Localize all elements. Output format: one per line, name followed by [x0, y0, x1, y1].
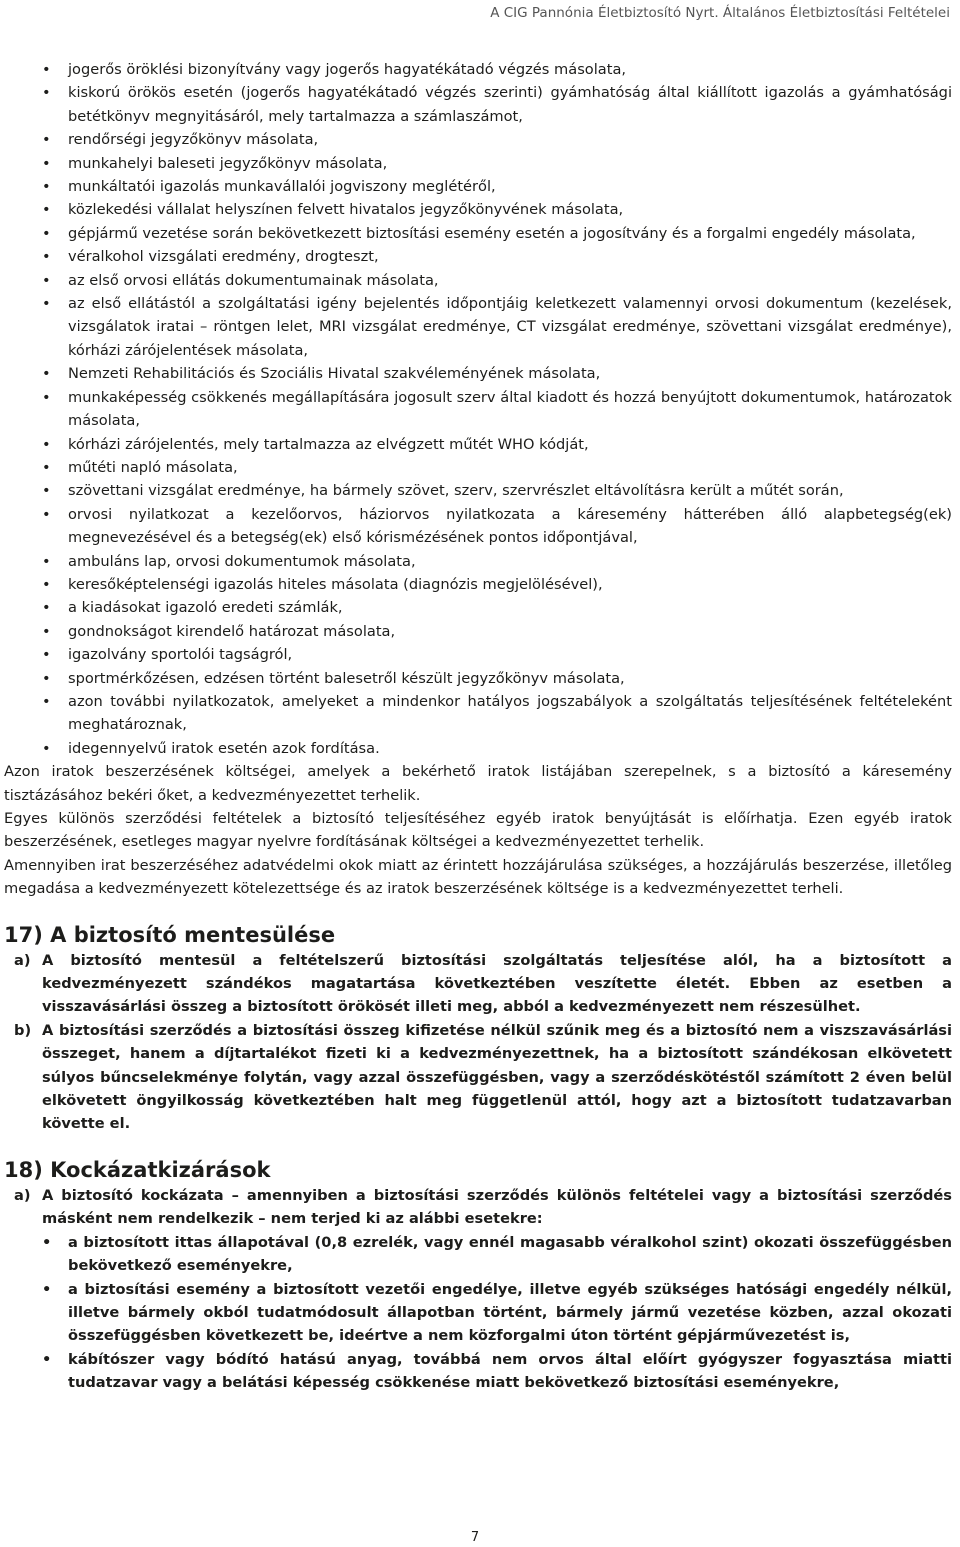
list-item: • orvosi nyilatkozat a kezelőorvos, háziorvos nyilatkozata a káresemény hátterében álló alapbetegség(ek) megnevezésével és a betegség(ek) első kórismézésének pontos időpontjával,: [4, 503, 952, 550]
list-item: • gépjármű vezetése során bekövetkezett biztosítási esemény esetén a jogosítvány és a forgalmi engedély másolata,: [4, 222, 952, 245]
section-18-item-a: [4, 1184, 952, 1231]
list-item: • ambuláns lap, orvosi dokumentumok másolata,: [4, 550, 952, 573]
list-item: • a biztosítási esemény a biztosított vezetői engedélye, illetve egyéb szükséges hatósági engedély nélkül, illetve bármely okból tudatmódosult állapotban történt, bármely jármű vezetése közben, azzal okozati összefüggésben következett be, ideértve a nem közforgalmi úton történt gépjárművezetést is,: [4, 1278, 952, 1348]
list-item: • azon további nyilatkozatok, amelyeket a mindenkor hatályos jogszabályok a szolgáltatás teljesítésének feltételeként meghatároznak,: [4, 690, 952, 737]
list-item: • az első orvosi ellátás dokumentumainak másolata,: [4, 269, 952, 292]
list-item: • a kiadásokat igazoló eredeti számlák,: [4, 596, 952, 619]
list-item: • munkáltatói igazolás munkavállalói jogviszony meglétéről,: [4, 175, 952, 198]
list-item: • Nemzeti Rehabilitációs és Szociális Hivatal szakvéleményének másolata,: [4, 362, 952, 385]
list-item: • a biztosított ittas állapotával (0,8 ezrelék, vagy ennél magasabb véralkohol szint) okozati összefüggésben bekövetkező eseményekre,: [4, 1231, 952, 1278]
page-number: 7: [470, 1530, 480, 1545]
list-item: • műtéti napló másolata,: [4, 456, 952, 479]
item-letter: a): [14, 951, 31, 969]
list-item: • munkahelyi baleseti jegyzőkönyv másolata,: [4, 152, 952, 175]
document-body: [4, 58, 952, 1395]
data-protection-paragraph: Amennyiben irat beszerzéséhez adatvédelmi okok miatt az érintett hozzájárulása szükséges, a hozzájárulás beszerzése, illetőleg megadása a kedvezményezett kötelezettsége és az iratok beszerzésének költsége is a kedvezményezettet terheli.: [4, 856, 952, 898]
list-item: • közlekedési vállalat helyszínen felvett hivatalos jegyzőkönyvének másolata,: [4, 198, 952, 221]
item-text: A biztosítási szerződés a biztosítási összeg kifizetése nélkül szűnik meg és a biztosító nem a viszszavásárlási összeget, hanem a díjtartalékot fizeti ki a kedvezményezettnek, ha a biztosított szándékosan elkövetett súlyos bűncselekménye folytán, vagy azzal összefüggésben, vagy a szerződéskötéstől számított 2 éven belül elkövetett öngyilkosság következtében halt meg függetlenül attól, hogy azt a biztosított tudatzavarban követte el.: [42, 1021, 952, 1133]
item-letter: a): [14, 1186, 31, 1204]
section-17-item-b: [4, 1019, 952, 1136]
cost-paragraph: Azon iratok beszerzésének költségei, amelyek a bekérhető iratok listájában szerepelnek, s a biztosító a káresemény tisztázásához bekéri őket, a kedvezményezettet terhelik.: [4, 763, 952, 804]
list-item: • keresőképtelenségi igazolás hiteles másolata (diagnózis megjelölésével),: [4, 573, 952, 596]
section-18-heading: 18) Kockázatkizárások: [4, 1157, 271, 1182]
list-item: • véralkohol vizsgálati eredmény, drogteszt,: [4, 245, 952, 268]
list-item: • kábítószer vagy bódító hatású anyag, továbbá nem orvos által előírt gyógyszer fogyasztása miatti tudatzavar vagy a belátási képesség csökkenése miatt bekövetkező biztosítási eseményekre,: [4, 1348, 952, 1395]
list-item: • jogerős öröklési bizonyítvány vagy jogerős hagyatékátadó végzés másolata,: [4, 58, 952, 81]
item-text: A biztosító kockázata – amennyiben a biztosítási szerződés különös feltételei vagy a biztosítási szerződés másként nem rendelkezik – nem terjed ki az alábbi esetekre:: [42, 1186, 952, 1228]
list-item: • rendőrségi jegyzőkönyv másolata,: [4, 128, 952, 151]
required-documents-list: [4, 58, 952, 760]
item-letter: b): [14, 1021, 32, 1039]
list-item: • idegennyelvű iratok esetén azok fordítása.: [4, 737, 952, 760]
list-item: • igazolvány sportolói tagságról,: [4, 643, 952, 666]
section-17-item-a: [4, 949, 952, 1019]
list-item: • gondnokságot kirendelő határozat másolata,: [4, 620, 952, 643]
special-terms-paragraph: Egyes különös szerződési feltételek a biztosító teljesítéséhez egyéb iratok benyújtását is előírhatja. Ezen egyéb iratok beszerzésének, esetleges magyar nyelvre fordításának költségei a kedvezményezettet terhelik.: [4, 810, 952, 851]
list-item: • kórházi zárójelentés, mely tartalmazza az elvégzett műtét WHO kódját,: [4, 433, 952, 456]
list-item: • szövettani vizsgálat eredménye, ha bármely szövet, szerv, szervrészlet eltávolításra került a műtét során,: [4, 479, 952, 502]
page-header: A CIG Pannónia Életbiztosító Nyrt. Általános Életbiztosítási Feltételei: [490, 5, 950, 21]
list-item: • az első ellátástól a szolgáltatási igény bejelentés időpontjáig keletkezett valamennyi orvosi dokumentum (kezelések, vizsgálatok iratai – röntgen lelet, MRI vizsgálat eredménye, CT vizsgálat eredménye, szövettani vizsgálat eredménye), kórházi zárójelentések másolata,: [4, 292, 952, 362]
list-item: • kiskorú örökös esetén (jogerős hagyatékátadó végzés szerinti) gyámhatóság által kiállított igazolás a gyámhatósági betétkönyv megnyitásáról, mely tartalmazza a számlaszámot,: [4, 81, 952, 128]
exclusions-list: [4, 1231, 952, 1395]
list-item: • munkaképesség csökkenés megállapítására jogosult szerv által kiadott és hozzá benyújtott dokumentumok, határozatok másolata,: [4, 386, 952, 433]
list-item: • sportmérkőzésen, edzésen történt balesetről készült jegyzőkönyv másolata,: [4, 667, 952, 690]
item-text: A biztosító mentesül a feltételszerű biztosítási szolgáltatás teljesítése alól, ha a biztosított a kedvezményezett szándékos magatartása következtében veszítette életét. Ebben az esetben a visszavásárlási összeg a biztosított örökösét illeti meg, abból a kedvezményezett nem részesülhet.: [42, 951, 952, 1016]
section-17-heading: 17) A biztosító mentesülése: [4, 922, 336, 947]
